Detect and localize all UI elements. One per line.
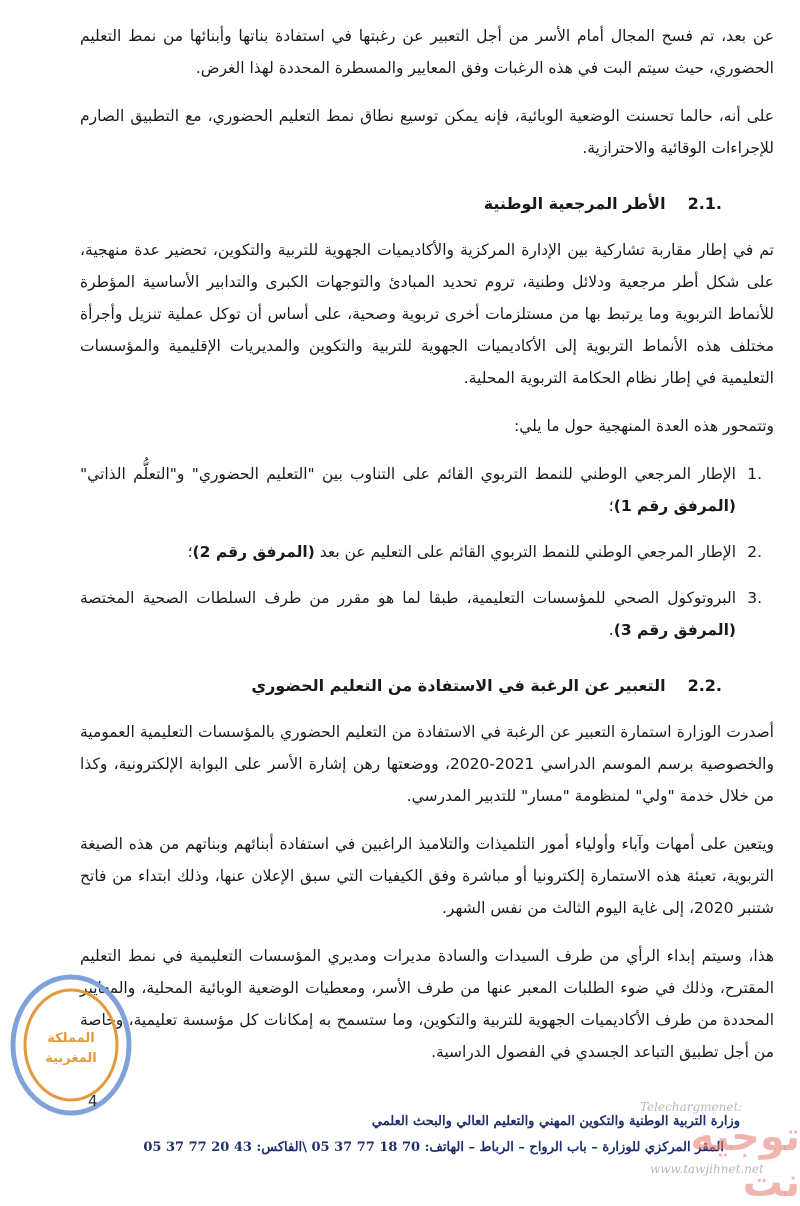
section-2-2-paragraph-2: ويتعين على أمهات وآباء وأولياء أمور التلميذات والتلاميذ الراغبين في استفادة أبنائهم وبناتهم من هذه الصيغة التربوية، تعبئة هذه الاستمارة إلكترونيا أو مباشرة وفق الكيفيات التي سبق الإعلان عنها، وذلك ابتداء من فاتح شتنبر 2020، إلى غاية اليوم الثالث من نفس الشهر. [80,835,774,917]
list-item-end: ؛ [608,497,614,515]
section-2-1-paragraph-1: تم في إطار مقاربة تشاركية بين الإدارة المركزية والأكاديميات الجهوية للتربية والتكوين، تحضير عدة منهجية، على شكل أطر مرجعية ودلائل وطنية، تروم تحديد المبادئ والتوجهات الكبرى والتدابير الأساسية المؤطرة للأنماط التربوية وما يرتبط بها من مستلزمات أخرى تربوية وصحية، على أساس أن توكل عملية تنزيل وأجرأة مختلف هذه الأنماط التربوية إلى الأكاديميات الجهوية للتربية والتكوين والمديريات الإقليمية والمؤسسات التعليمية في إطار نظام الحكامة التربوية المحلية. [80,241,774,387]
list-item-end: ؛ [187,543,193,561]
list-item [80,536,774,568]
footer-address: المقر المركزي للوزارة – باب الرواح – الرباط – الهاتف: 70 18 77 37 05 \الفاكس: 43 20 77 37 05 [143,1140,724,1155]
list-item [80,458,774,522]
list-item-body: البروتوكول الصحي للمؤسسات التعليمية، طبقا لما هو مقرر من طرف السلطات الصحية المختصة [80,589,736,607]
section-2-2-title: التعبير عن الرغبة في الاستفادة من التعليم الحضوري [251,676,666,695]
ministry-seal-icon [6,970,136,1120]
seal-text-2: المغربية [45,1051,97,1066]
list-item-text [188,536,736,568]
seal-text: المملكة [47,1031,95,1046]
section-2-1-paragraph-2: وتتمحور هذه العدة المنهجية حول ما يلي: [514,417,774,435]
section-2-1-heading [80,188,774,220]
section-2-2-heading [80,670,774,702]
list-item [80,582,774,646]
section-2-1-number: .2.1 [687,194,722,213]
intro-paragraph-2: على أنه، حالما تحسنت الوضعية الوبائية، فإنه يمكن توسيع نطاق نمط التعليم الحضوري، مع التطبيق الصارم للإجراءات الوقائية والاحترازية. [80,107,774,157]
document-body [80,20,774,1084]
footer-ministry-name: وزارة التربية الوطنية والتكوين المهني والتعليم العالي والبحث العلمي [371,1114,740,1129]
list-item-ref: (المرفق رقم 1) [613,497,736,515]
list-item-ref: (المرفق رقم 3) [613,621,736,639]
section-2-1-title: الأطر المرجعية الوطنية [483,194,666,213]
list-item-end: . [608,621,614,639]
watermark-logo: توجيه نت [690,1114,800,1206]
list-item-body: الإطار المرجعي الوطني للنمط التربوي القائم على التعليم عن بعد [319,543,736,561]
watermark-download-label: Telechargmenet: [640,1100,743,1114]
list-item-number: .2 [747,543,762,561]
reference-list [80,458,774,646]
section-2-2-paragraph-3: هذا، وسيتم إبداء الرأي من طرف السيدات والسادة مديرات ومديري المؤسسات التعليمية في نمط التعليم المقترح، وذلك في ضوء الطلبات المعبر عنها من طرف الأسر، ومعطيات الوضعية الوبائية المحلية، والمعايير المحددة من طرف الأكاديميات الجهوية للتربية والتكوين، وما ستسمح به إمكانات كل مؤسسة تعليمية، وخاصة من أجل تطبيق التباعد الجسدي في الفصول الدراسية. [80,947,774,1061]
list-item-number: .3 [747,589,762,607]
list-item-body: الإطار المرجعي الوطني للنمط التربوي القائم على التناوب بين "التعليم الحضوري" و"التعلُّم الذاتي" [80,465,736,483]
list-item-text [80,458,736,522]
section-2-2-number: .2.2 [687,676,722,695]
list-item-number: .1 [747,465,762,483]
watermark-url: www.tawjihnet.net [650,1162,764,1176]
intro-paragraph-1: عن بعد، تم فسح المجال أمام الأسر من أجل التعبير عن رغبتها في استفادة بناتها وأبنائها من نمط التعليم الحضوري، حيث سيتم البت في هذه الرغبات وفق المعايير والمسطرة المحددة لهذا الغرض. [80,27,774,77]
section-2-2-paragraph-1: أصدرت الوزارة استمارة التعبير عن الرغبة في الاستفادة من التعليم الحضوري بالمؤسسات التعليمية العمومية والخصوصية برسم الموسم الدراسي 2021-2020، ووضعتها رهن إشارة الأسر على البوابة الإلكترونية، وكذا من خلال خدمة "ولي" لمنظومة "مسار" للتدبير المدرسي. [80,723,774,805]
list-item-ref: (المرفق رقم 2) [192,543,315,561]
list-item-text [80,582,736,646]
page-number: 4 [88,1092,98,1110]
